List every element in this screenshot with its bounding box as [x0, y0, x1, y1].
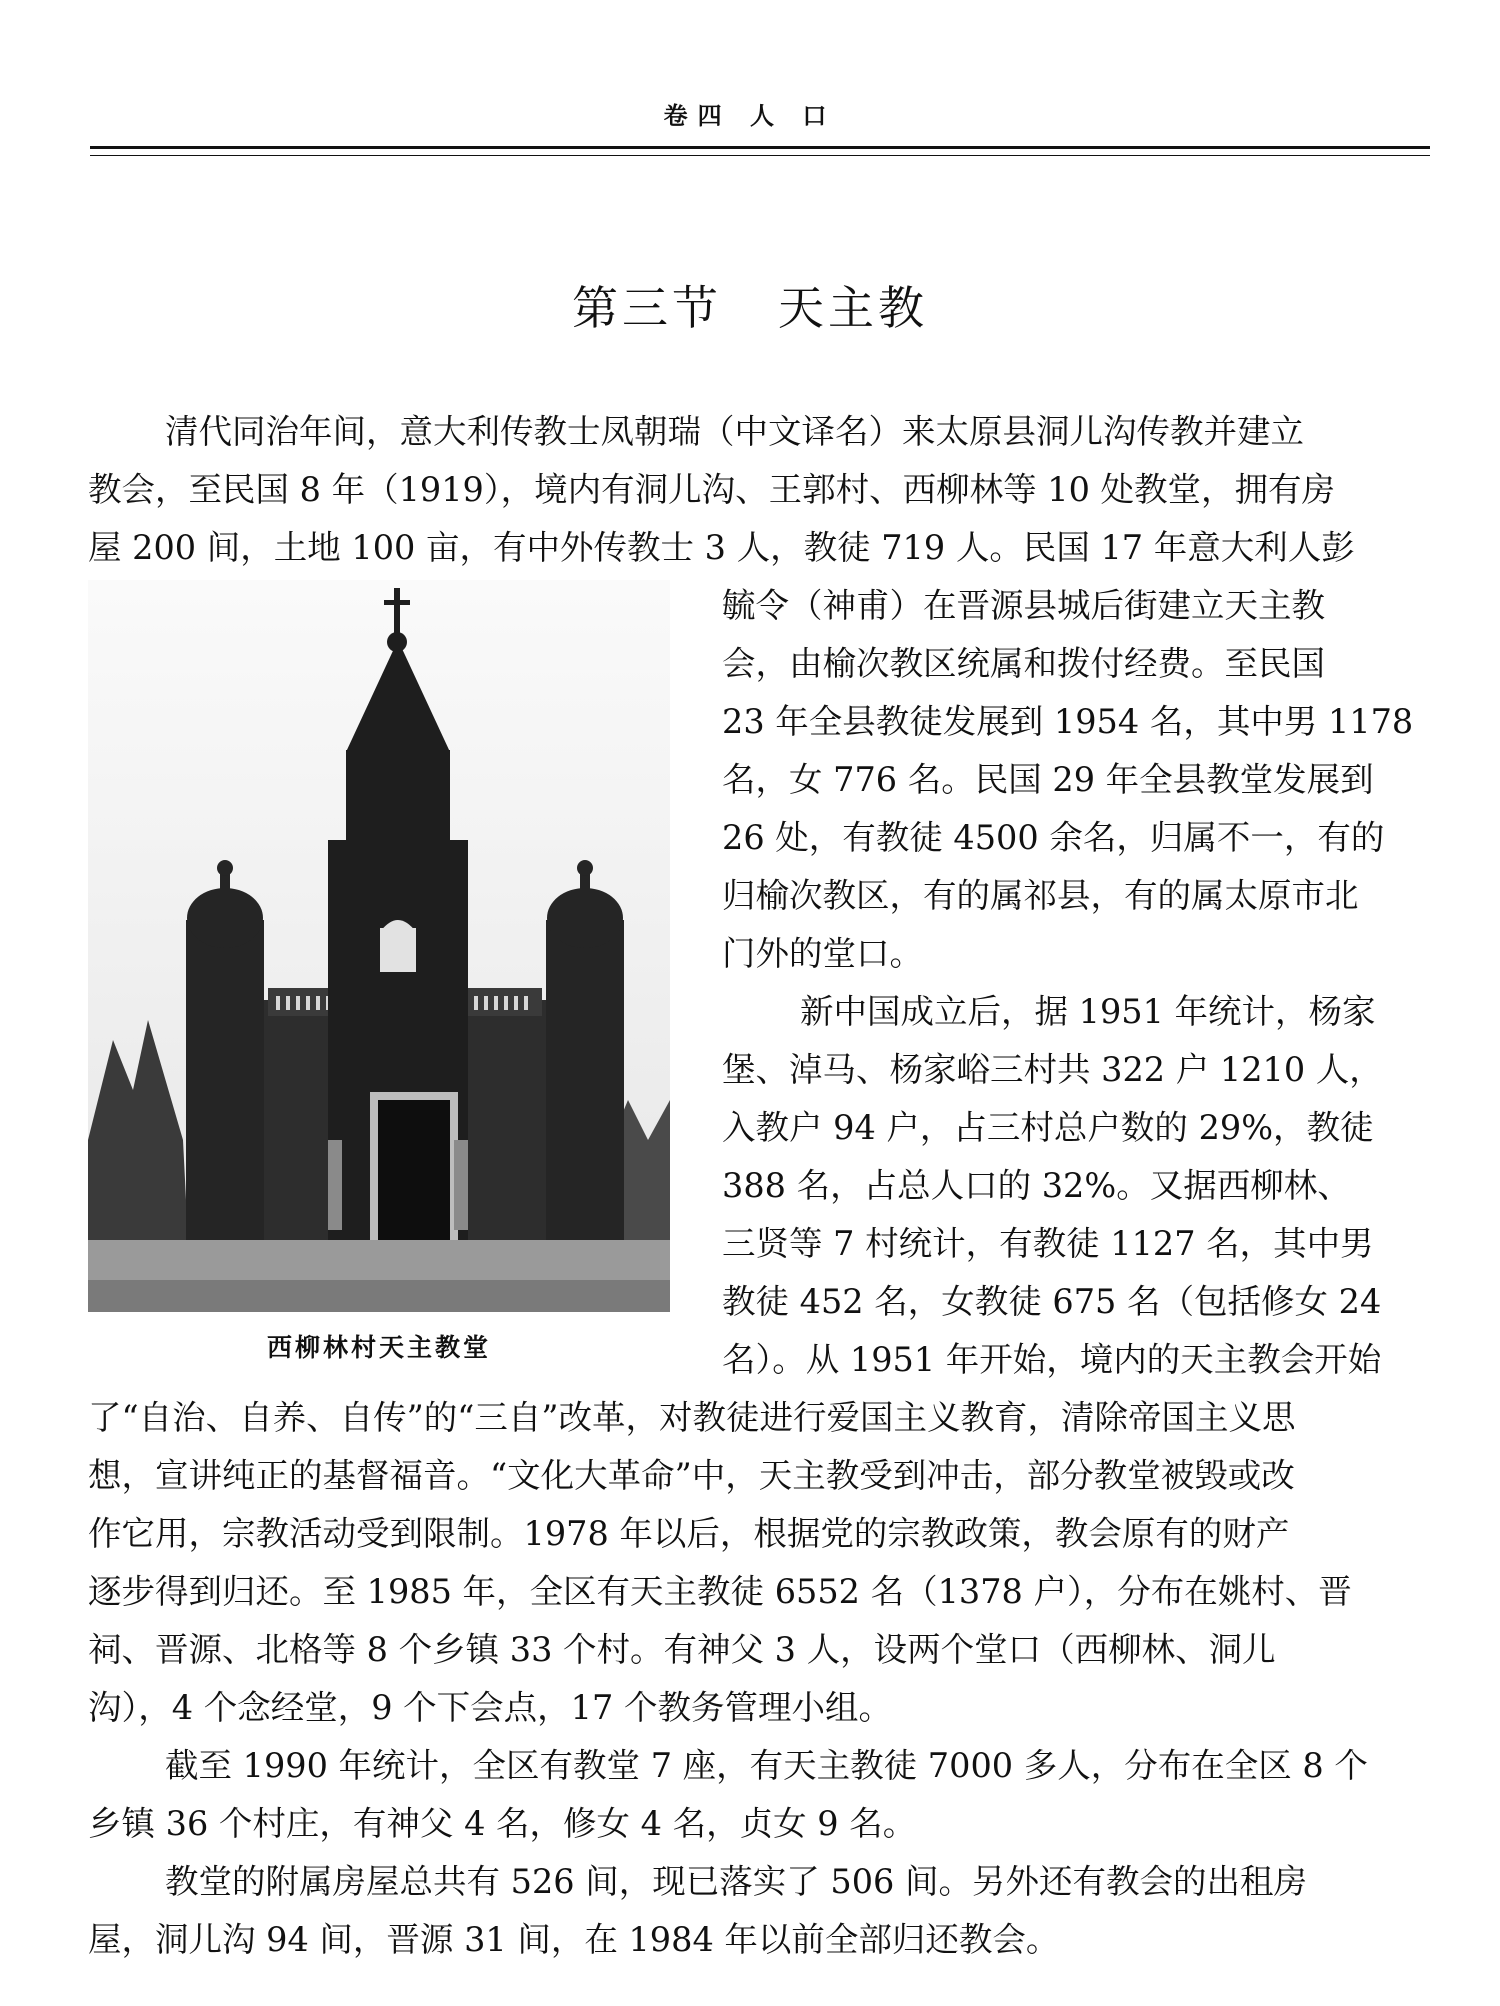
- text-line: 教徒 452 名，女教徒 675 名（包括修女 24: [722, 1282, 1382, 1321]
- text-line: 388 名，占总人口的 32%。又据西柳林、: [722, 1166, 1351, 1205]
- text-line: 想，宣讲纯正的基督福音。“文化大革命”中，天主教受到冲击，部分教堂被毁或改: [88, 1456, 1295, 1495]
- running-head: 卷四 人 口: [663, 101, 837, 130]
- text-line: 入教户 94 户，占三村总户数的 29%，教徒: [722, 1108, 1374, 1147]
- text-line: 截至 1990 年统计，全区有教堂 7 座，有天主教徒 7000 多人，分布在全区 8 个: [165, 1746, 1368, 1785]
- text-line: 了“自治、自养、自传”的“三自”改革，对教徒进行爱国主义教育，清除帝国主义思: [88, 1398, 1296, 1437]
- text-line: 新中国成立后，据 1951 年统计，杨家: [800, 992, 1376, 1031]
- text-line: 祠、晋源、北格等 8 个乡镇 33 个村。有神父 3 人，设两个堂口（西柳林、洞儿: [88, 1630, 1276, 1669]
- section-label: 第三节: [572, 281, 722, 335]
- text-line: 毓令（神甫）在晋源县城后街建立天主教: [722, 586, 1325, 625]
- text-line: 清代同治年间，意大利传教士凤朝瑞（中文译名）来太原县洞儿沟传教并建立: [165, 412, 1304, 451]
- text-line: 作它用，宗教活动受到限制。1978 年以后，根据党的宗教政策，教会原有的财产: [88, 1514, 1290, 1553]
- text-line: 屋 200 间，土地 100 亩，有中外传教士 3 人，教徒 719 人。民国 17 年意大利人彭: [88, 528, 1355, 567]
- text-line: 逐步得到归还。至 1985 年，全区有天主教徒 6552 名（1378 户），分布在姚村、晋: [88, 1572, 1352, 1611]
- text-line: 三贤等 7 村统计，有教徒 1127 名，其中男: [722, 1224, 1374, 1263]
- section-title: [0, 272, 1500, 338]
- header-rule-thin: [90, 155, 1430, 156]
- section-name: 天主教: [778, 281, 928, 335]
- text-line: 沟），4 个念经堂，9 个下会点，17 个教务管理小组。: [88, 1688, 892, 1727]
- text-line: 堡、淖马、杨家峪三村共 322 户 1210 人，: [722, 1050, 1383, 1089]
- text-line: 23 年全县教徒发展到 1954 名，其中男 1178: [722, 702, 1414, 741]
- text-line: 26 处，有教徒 4500 余名，归属不一，有的: [722, 818, 1385, 857]
- text-line: 教堂的附属房屋总共有 526 间，现已落实了 506 间。另外还有教会的出租房: [165, 1862, 1307, 1901]
- text-line: 乡镇 36 个村庄，有神父 4 名，修女 4 名，贞女 9 名。: [88, 1804, 917, 1843]
- text-line: 门外的堂口。: [722, 934, 923, 973]
- church-photo: [88, 580, 670, 1312]
- figure-caption: 西柳林村天主教堂: [266, 1333, 491, 1362]
- text-line: 教会，至民国 8 年（1919），境内有洞儿沟、王郭村、西柳林等 10 处教堂，拥有房: [88, 470, 1336, 509]
- text-line: 归榆次教区，有的属祁县，有的属太原市北: [722, 876, 1359, 915]
- header-rule-thick: [90, 146, 1430, 149]
- text-line: 名，女 776 名。民国 29 年全县教堂发展到: [722, 760, 1374, 799]
- text-line: 会，由榆次教区统属和拨付经费。至民国: [722, 644, 1325, 683]
- text-line: 名）。从 1951 年开始，境内的天主教会开始: [722, 1340, 1382, 1379]
- text-line: 屋，洞儿沟 94 间，晋源 31 间，在 1984 年以前全部归还教会。: [88, 1920, 1060, 1959]
